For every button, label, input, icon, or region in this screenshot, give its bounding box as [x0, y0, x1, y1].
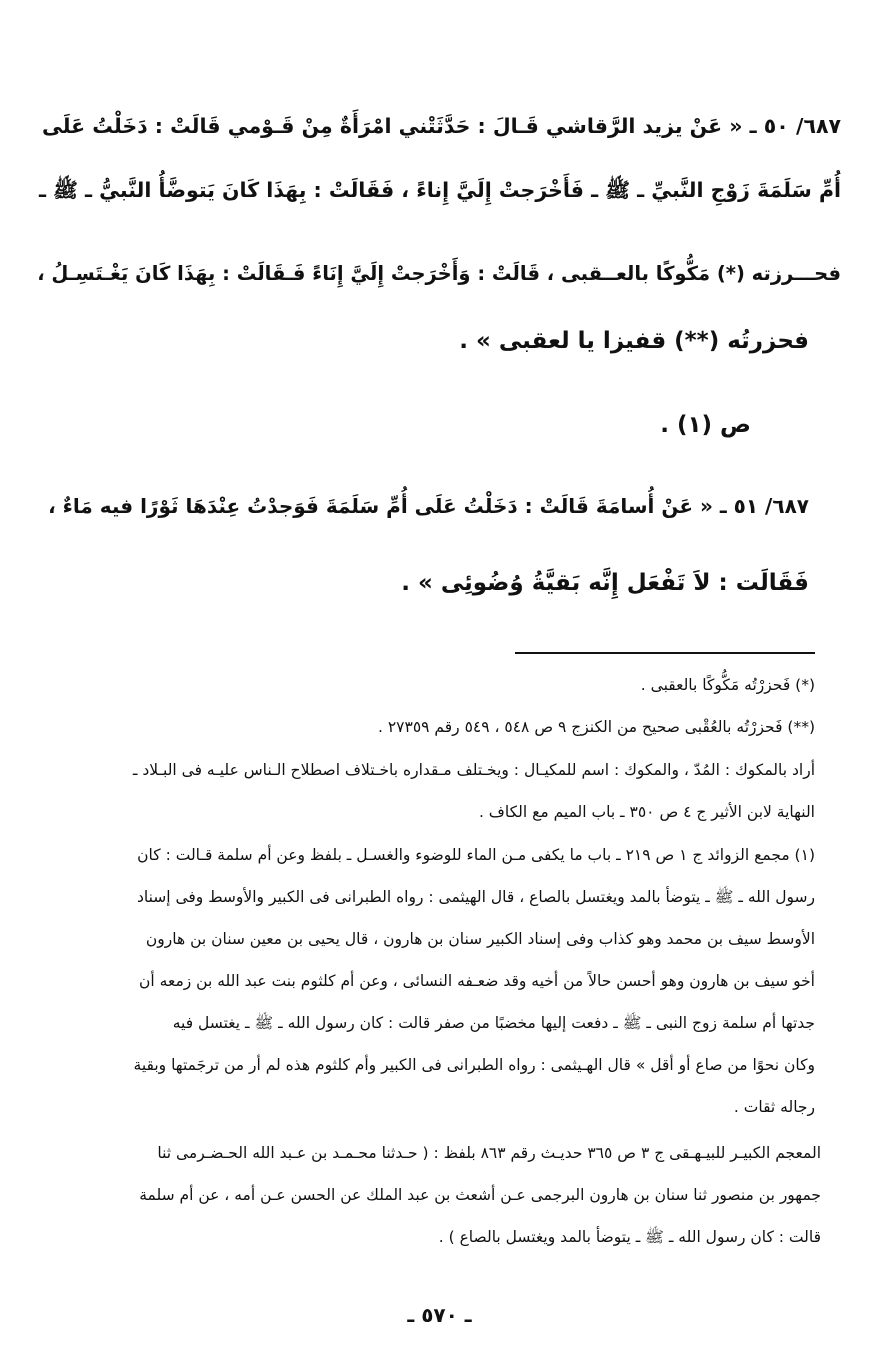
footnote-5-line-2: جمهور بن منصور ثنا سنان بن هارون البرجمى عـن أشعث بن عبد الملك عن الحسن عـن أمه ، عن أم سلمة [139, 1186, 821, 1204]
hadith-50-source: ص (١) . [660, 412, 751, 438]
footnote-4-line-1: (١) مجمع الزوائد ج ١ ص ٢١٩ ـ باب ما يكفى مـن الماء للوضوء والغسـل ـ بلفظ وعن أم سلمة قـالت : كان [137, 846, 815, 864]
footnote-1: (*) فَحزرْتُه مَكُّوكًا بالعقبى . [640, 676, 815, 694]
footnote-3-line-1: أراد بالمكوك : المُدّ ، والمكوك : اسم للمكيـال : ويخـتلف مـقداره باخـتلاف اصطلاح الـناس عليـه فى البـلاد ـ [132, 761, 815, 779]
footnote-5-line-3: قالت : كان رسول الله ـ ﷺ ـ يتوضأ بالمد ويغتسل بالصاع ) . [438, 1228, 821, 1246]
footnote-4-line-6: وكان نحوًا من صاع أو أقل » قال الهـيثمى : رواه الطبرانى فى الكبير وأم كلثوم هذه لم أر من ترجَمتها وبقية [133, 1056, 815, 1074]
footnote-4-line-7: رجاله ثقات . [733, 1098, 815, 1116]
hadith-50-line-3: فحـــرزته (*) مَكُّوكًا بالعــقبى ، قَالَتْ : وَأَخْرَجتْ إِلَيَّ إِنَاءً فَـقَالَتْ : بِهَذَا كَانَ يَغْـتَسِـلُ ، [37, 262, 841, 285]
footnote-3-line-2: النهاية لابن الأثير ج ٤ ص ٣٥٠ ـ باب الميم مع الكاف . [478, 803, 815, 821]
hadith-50-line-4: فحزرتُه (**) قفيزا يا لعقبى » . [459, 328, 809, 354]
footnote-2: (**) فَحزرْتُه بالعُقْبى صحيح من الكنزج ٩ ص ٥٤٨ ، ٥٤٩ رقم ٢٧٣٥٩ . [377, 718, 815, 736]
footnote-4-line-5: جدتها أم سلمة زوج النبى ـ ﷺ ـ دفعت إليها مخضبًا من صفر قالت : كان رسول الله ـ ﷺ ـ يغتسل فيه [172, 1014, 815, 1032]
footnote-4-line-2: رسول الله ـ ﷺ ـ يتوضأ بالمد ويغتسل بالصاع ، قال الهيثمى : رواه الطبرانى فى الكبير والأوسط وفى إسناد [136, 888, 815, 906]
footnote-separator [515, 652, 815, 654]
hadith-50-line-1: ٦٨٧/ ٥٠ ـ « عَنْ يزيد الرَّقاشي قَـالَ : حَدَّثَتْني امْرَأَةٌ مِنْ قَـوْمي قَالَتْ : دَخَلْتُ عَلَى [42, 114, 841, 138]
hadith-51-line-1: ٦٨٧/ ٥١ ـ « عَنْ أُسامَةَ قَالَتْ : دَخَلْتُ عَلَى أُمِّ سَلَمَةَ فَوَجدْتُ عِنْدَهَا ثَوْرًا فيه مَاءٌ ، [48, 494, 809, 518]
footnote-4-line-3: الأوسط سيف بن محمد وهو كذاب وفى إسناد الكبير سنان بن هارون ، قال يحيى بن معين سنان بن هارون [145, 930, 815, 948]
hadith-51-line-2: فَقَالَت : لاَ تَفْعَل إِنَّه بَقيَّةُ وُضُوئِى » . [401, 570, 809, 596]
hadith-50-line-2: أُمِّ سَلَمَةَ زَوْجِ النَّبيِّ ـ ﷺ ـ فَأَخْرَجتْ إِلَيَّ إِناءً ، فَقَالَتْ : بِهَذَا كَانَ يَتوضَّأُ النَّبيُّ ـ ﷺ ـ [38, 178, 841, 202]
footnote-5-line-1: المعجم الكبيـر للبيـهـقى ج ٣ ص ٣٦٥ حديـث رقم ٨٦٣ بلفظ : ( حـدثنا محـمـد بن عـبد الله الحـضـرمى ثنا [157, 1144, 821, 1162]
footnote-4-line-4: أخو سيف بن هارون وهو أحسن حالاً من أخيه وقد ضعـفه النسائى ، وعن أم كلثوم بنت عبد الله بن زمعه أن [139, 972, 815, 990]
page-number: ـ ٥٧٠ ـ [407, 1303, 472, 1327]
